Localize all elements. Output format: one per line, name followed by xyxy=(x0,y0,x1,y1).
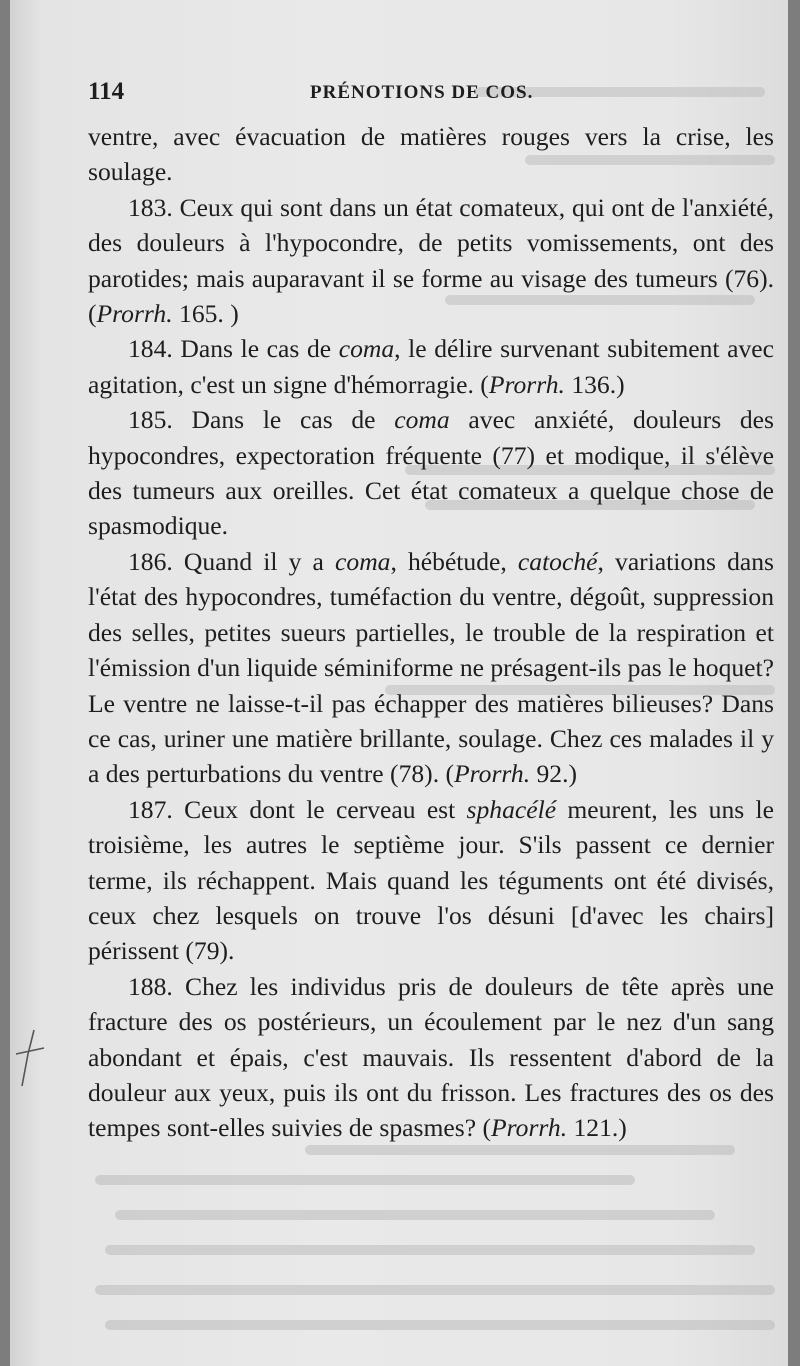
text-run: ventre, avec évacuation de matières rouges vers la crise, les soulage. xyxy=(88,122,774,187)
paragraph xyxy=(88,190,774,332)
paragraph xyxy=(88,969,774,1146)
book-page xyxy=(10,0,788,1366)
text-run: 186. Quand il y a xyxy=(128,546,336,576)
paragraph xyxy=(88,792,774,969)
text-run: , le délire survenant subitement avec agitation, c'est un signe d'hémorragie. ( xyxy=(88,334,774,399)
italic-text: Prorrh. xyxy=(491,1113,568,1143)
italic-text: coma xyxy=(335,546,391,576)
italic-text: Prorrh. xyxy=(454,759,531,789)
text-run: 188. Chez les individus pris de douleurs de tête après une fracture des os postérieurs, un écoulement par le nez d'un sang abondant et épais, c'est mauvais. Ils ressentent d'abord de la douleur aux yeux, puis ils ont du frisson. Les fractures des os des tempes sont-elles suivies de spasmes? ( xyxy=(88,971,774,1143)
body-text xyxy=(88,119,774,1146)
text-run: meurent, les uns le troisième, les autres le septième jour. S'ils passent ce dernier terme, ils réchappent. Mais quand les téguments ont été divisés, ceux chez lesquels on trouve l'os désuni [d'avec les chairs] périssent (79). xyxy=(88,794,774,966)
paragraph xyxy=(88,119,774,190)
running-title: PRÉNOTIONS DE COS. xyxy=(310,82,534,103)
paragraph xyxy=(88,331,774,402)
text-run: 187. Ceux dont le cerveau est xyxy=(128,794,467,824)
paragraph xyxy=(88,544,774,792)
text-run: 136.) xyxy=(564,369,625,399)
text-run: 185. Dans le cas de xyxy=(128,405,395,435)
text-run: 183. Ceux qui sont dans un état comateux, qui ont de l'anxiété, des douleurs à l'hypocondre, de petits vomissements, ont des parotides; mais auparavant il se forme au visage des tumeurs (76). ( xyxy=(88,192,774,329)
italic-text: Prorrh. xyxy=(96,299,173,329)
text-run: , variations dans l'état des hypocondres, tuméfaction du ventre, dégoût, suppression des selles, petites sueurs partielles, le trouble de la respiration et l'émission d'un liquide séminiforme ne présagent-ils pas le hoquet? Le ventre ne laisse-t-il pas échapper des matières bilieuses? Dans ce cas, uriner une matière brillante, soulage. Chez ces malades il y a des perturbations du ventre (78). ( xyxy=(88,546,774,789)
italic-text: sphacélé xyxy=(466,794,557,824)
text-run: 92.) xyxy=(530,759,578,789)
text-run: 121.) xyxy=(567,1113,627,1143)
italic-text: coma xyxy=(394,405,450,435)
page-number: 114 xyxy=(88,78,125,105)
paragraph xyxy=(88,402,774,544)
italic-text: coma xyxy=(338,334,395,364)
page-header xyxy=(88,78,774,112)
pencil-margin-mark xyxy=(10,1020,50,1100)
text-run: 184. Dans le cas de xyxy=(128,334,339,364)
text-run: 165. ) xyxy=(172,299,239,329)
italic-text: Prorrh. xyxy=(488,369,565,399)
italic-text: catoché xyxy=(517,546,598,576)
text-run: avec anxiété, douleurs des hypocondres, expectoration fréquente (77) et modique, il s'élève des tumeurs aux oreilles. Cet état comateux a quelque chose de spasmodique. xyxy=(88,405,774,541)
text-run: , hébétude, xyxy=(390,546,518,576)
